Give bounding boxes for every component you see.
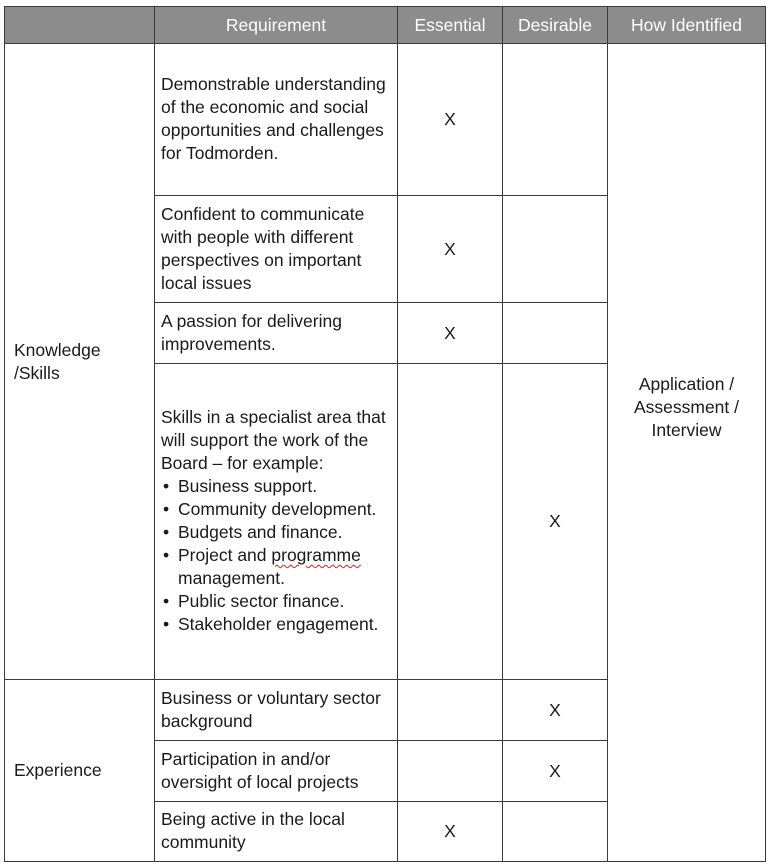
list-item: • Stakeholder engagement. (161, 613, 391, 636)
header-requirement: Requirement (155, 7, 398, 44)
category-label: Knowledge /Skills (14, 339, 101, 383)
requirement-cell: Confident to communicate with people with different perspectives on important local issues (155, 196, 398, 303)
requirement-cell: Being active in the local community (155, 802, 398, 862)
list-item: • Public sector finance. (161, 590, 391, 613)
requirement-cell: Participation in and/or oversight of local projects (155, 741, 398, 802)
essential-mark: X (398, 196, 503, 303)
specialist-areas-list (161, 475, 391, 636)
header-row (5, 7, 766, 44)
list-item: • Community development. (161, 498, 391, 521)
header-desirable: Desirable (503, 7, 608, 44)
list-item: • Budgets and finance. (161, 521, 391, 544)
desirable-mark (503, 196, 608, 303)
essential-mark: X (398, 802, 503, 862)
list-item-suffix: management. (178, 568, 286, 588)
table-row (5, 44, 766, 196)
requirement-cell: Business or voluntary sector background (155, 680, 398, 741)
essential-mark: X (398, 44, 503, 196)
how-identified-cell: Application / Assessment / Interview (608, 44, 766, 862)
desirable-mark (503, 802, 608, 862)
list-item: • Business support. (161, 475, 391, 498)
essential-mark (398, 741, 503, 802)
header-how-identified: How Identified (608, 7, 766, 44)
desirable-mark: X (503, 364, 608, 680)
header-essential: Essential (398, 7, 503, 44)
desirable-mark: X (503, 741, 608, 802)
essential-mark: X (398, 303, 503, 364)
essential-mark (398, 364, 503, 680)
desirable-mark: X (503, 680, 608, 741)
requirement-cell-with-list (155, 364, 398, 680)
list-item-prefix: Project and (178, 545, 272, 565)
list-item (161, 544, 391, 590)
requirement-cell: Demonstrable understanding of the economic and social opportunities and challenges for Todmorden. (155, 44, 398, 196)
header-blank-cell (5, 7, 155, 44)
category-experience: Experience (5, 680, 155, 862)
spellcheck-flagged-word: programme (271, 545, 361, 565)
category-knowledge-skills (5, 44, 155, 680)
essential-mark (398, 680, 503, 741)
desirable-mark (503, 303, 608, 364)
desirable-mark (503, 44, 608, 196)
requirement-text: Skills in a specialist area that will support the work of the Board – for example: (161, 407, 386, 473)
person-specification-table (4, 6, 766, 862)
requirement-cell: A passion for delivering improvements. (155, 303, 398, 364)
